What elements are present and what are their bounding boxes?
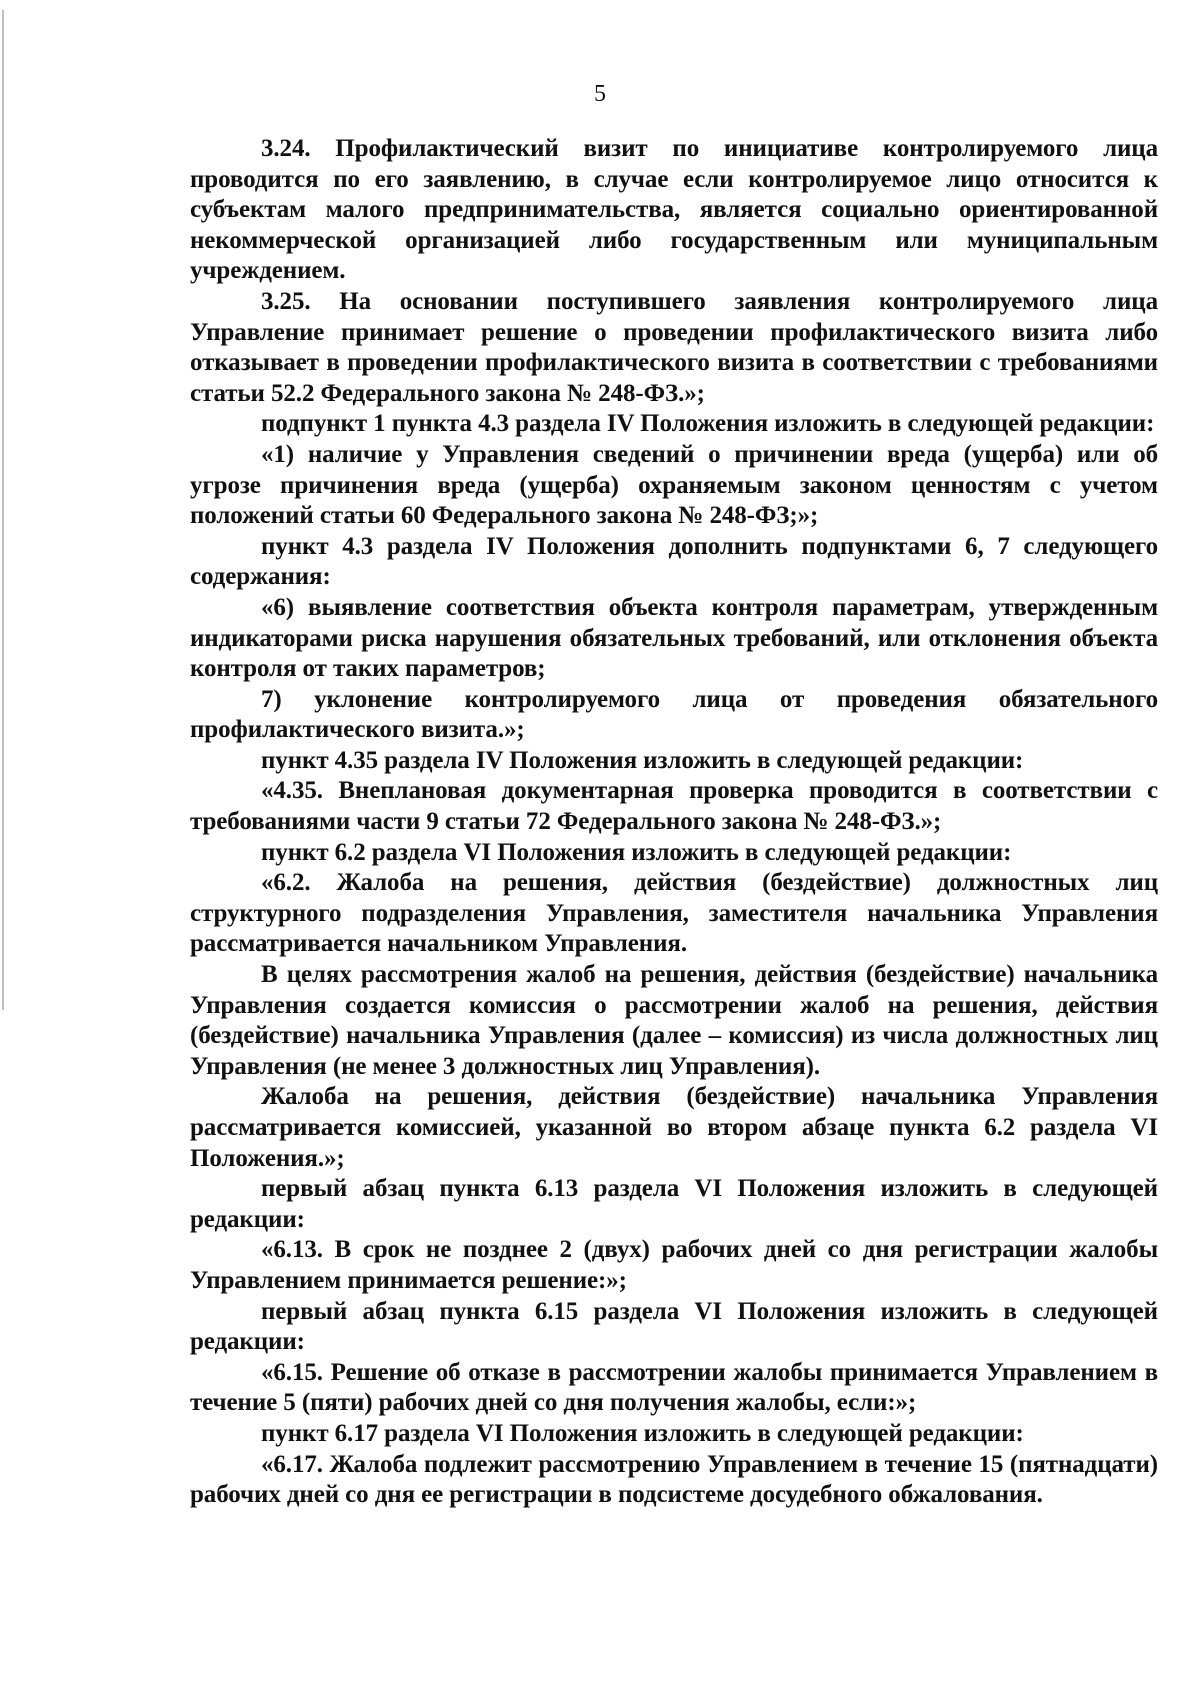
scan-edge-line — [2, 10, 4, 1010]
paragraph-amend-6-13: первый абзац пункта 6.13 раздела VI Положения изложить в следующей редакции: — [190, 1175, 1158, 1233]
paragraph-3-24: 3.24. Профилактический визит по инициативе контролируемого лица проводится по его заявлению, в случае если контролируемое лицо относится к субъектам малого предпринимательства, является социально ориентированной некоммерческой организацией либо государственным или муниципальным учреждением. — [190, 135, 1158, 285]
paragraph-6-15: «6.15. Решение об отказе в рассмотрении жалобы принимается Управлением в течение 5 (пяти) рабочих дней со дня получения жалобы, если:»; — [190, 1358, 1158, 1417]
document-body — [190, 134, 1158, 1511]
paragraph-item-7: 7) уклонение контролируемого лица от проведения обязательного профилактического визита.»; — [190, 685, 1158, 744]
paragraph-amend-4-3-add: пункт 4.3 раздела IV Положения дополнить подпунктами 6, 7 следующего содержания: — [190, 532, 1158, 591]
paragraph-6-2-commission: В целях рассмотрения жалоб на решения, действия (бездействие) начальника Управления создается комиссия о рассмотрении жалоб на решения, действия (бездействие) начальника Управления (далее – комиссия) из числа должностных лиц Управления (не менее 3 должностных лиц Управления). — [190, 961, 1158, 1080]
paragraph-amend-6-15: первый абзац пункта 6.15 раздела VI Положения изложить в следующей редакции: — [190, 1297, 1158, 1356]
paragraph-item-6: «6) выявление соответствия объекта контроля параметрам, утвержденным индикаторами риска нарушения обязательных требований, или отклонения объекта контроля от таких параметров; — [190, 593, 1158, 683]
paragraph-3-25: 3.25. На основании поступившего заявления контролируемого лица Управление принимает решение о проведении профилактического визита либо отказывает в проведении профилактического визита в соответствии с требованиями статьи 52.2 Федерального закона № 248-ФЗ.»; — [190, 287, 1158, 407]
paragraph-item-1: «1) наличие у Управления сведений о причинении вреда (ущерба) или об угрозе причинения вреда (ущерба) охраняемым законом ценностям с учетом положений статьи 60 Федерального закона № 248-ФЗ;»; — [190, 440, 1158, 530]
paragraph-amend-6-2: пункт 6.2 раздела VI Положения изложить в следующей редакции: — [261, 838, 1012, 866]
paragraph-6-17: «6.17. Жалоба подлежит рассмотрению Управлением в течение 15 (пятнадцати) рабочих дней со дня ее регистрации в подсистеме досудебного обжалования. — [190, 1450, 1158, 1509]
paragraph-amend-4-35: пункт 4.35 раздела IV Положения изложить в следующей редакции: — [261, 746, 1024, 774]
paragraph-4-35: «4.35. Внеплановая документарная проверка проводится в соответствии с требованиями части 9 статьи 72 Федерального закона № 248-ФЗ.»; — [190, 777, 1158, 836]
paragraph-6-13: «6.13. В срок не позднее 2 (двух) рабочих дней со дня регистрации жалобы Управлением принимается решение:»; — [190, 1236, 1158, 1294]
paragraph-amend-4-3-sub1: подпункт 1 пункта 4.3 раздела IV Положения изложить в следующей редакции: — [261, 410, 1155, 438]
page-number: 5 — [594, 81, 606, 107]
paragraph-6-2-complaint: Жалоба на решения, действия (бездействие) начальника Управления рассматривается комиссией, указанной во втором абзаце пункта 6.2 раздела VI Положения.»; — [190, 1083, 1158, 1172]
paragraph-6-2: «6.2. Жалоба на решения, действия (бездействие) должностных лиц структурного подразделения Управления, заместителя начальника Управления рассматривается начальником Управления. — [190, 869, 1158, 958]
paragraph-amend-6-17: пункт 6.17 раздела VI Положения изложить в следующей редакции: — [261, 1419, 1024, 1447]
